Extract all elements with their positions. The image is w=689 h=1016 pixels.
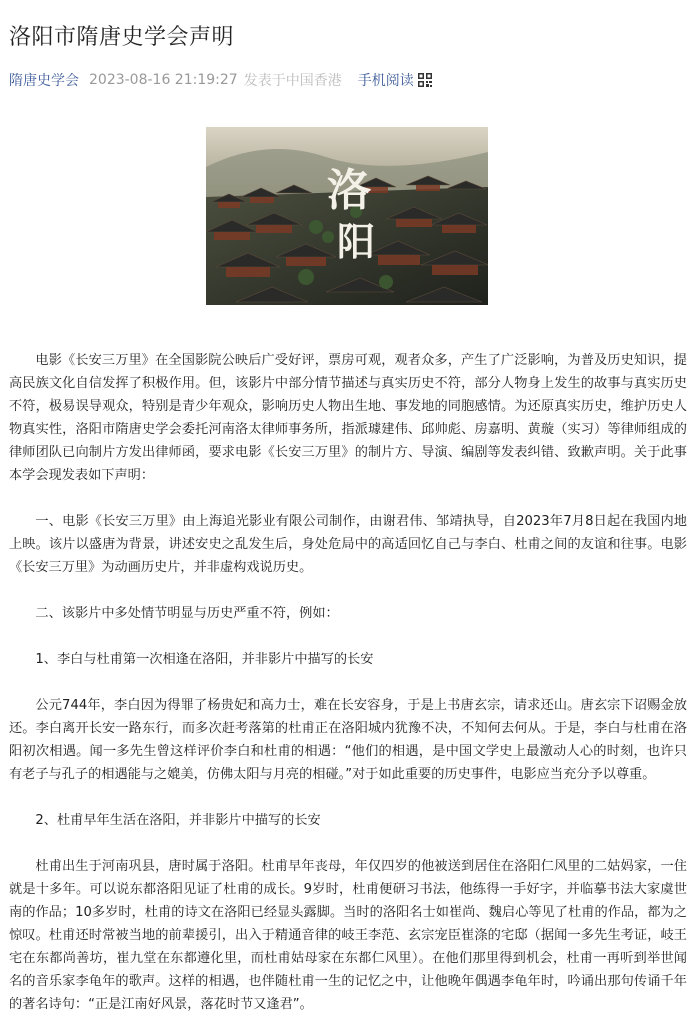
publish-location: 发表于中国香港 [243, 73, 342, 89]
mobile-read-link[interactable]: 手机阅读 [357, 73, 414, 89]
paragraph: 一、电影《长安三万里》由上海追光影业有限公司制作，由谢君伟、邹靖执导，自2023年7月8日起在我国内地上映。该片以盛唐为背景，讲述安史之乱发生后，身处危局中的高适回忆自己与李白、杜甫之间的友谊和往事。电影《长安三万里》为动画历史片，并非虚构戏说历史。 [9, 514, 687, 575]
section-heading: 2、杜甫早年生活在洛阳，并非影片中描写的长安 [35, 813, 321, 828]
paragraph: 二、该影片中多处情节明显与历史严重不符，例如： [35, 606, 339, 621]
qr-code-icon[interactable] [418, 73, 432, 87]
luoyang-palace-illustration [206, 127, 488, 305]
page-title: 洛阳市隋唐史学会声明 [9, 25, 235, 50]
section-heading: 1、李白与杜甫第一次相逢在洛阳，并非影片中描写的长安 [35, 652, 374, 667]
calligraphy-yang: 阳 [336, 219, 376, 264]
calligraphy-luo: 洛 [327, 165, 371, 216]
paragraph: 公元744年，李白因为得罪了杨贵妃和高力士，难在长安容身，于是上书唐玄宗，请求还山。唐玄宗下诏赐金放还。李白离开长安一路东行，而多次赶考落第的杜甫正在洛阳城内犹豫不决，不知何去何从。于是，李白与杜甫在洛阳初次相遇。闻一多先生曾这样评价李白和杜甫的相遇：“他们的相遇，是中国文学史上最激动人心的时刻，也许只有老子与孔子的相遇能与之媲美，仿佛太阳与月亮的相碰。”对于如此重要的历史事件，电影应当充分予以尊重。 [9, 698, 687, 782]
author-link[interactable]: 隋唐史学会 [9, 73, 79, 89]
publish-datetime: 2023-08-16 21:19:27 [89, 72, 238, 88]
paragraph: 杜甫出生于河南巩县，唐时属于洛阳。杜甫早年丧母，年仅四岁的他被送到居住在洛阳仁风里的二姑妈家，一住就是十多年。可以说东都洛阳见证了杜甫的成长。9岁时，杜甫便研习书法，他练得一手好字，并临摹书法大家虞世南的作品；10多岁时，杜甫的诗文在洛阳已经显头露脚。当时的洛阳名士如崔尚、魏启心等见了杜甫的作品，都为之惊叹。杜甫还时常被当地的前辈援引，出入于精通音律的岐王李范、玄宗宠臣崔涤的宅邸（据闻一多先生考证，岐王宅在东都尚善坊，崔九堂在东都遵化里，而杜甫姑母家在东都仁风里）。在他们那里得到机会，杜甫一再听到举世闻名的音乐家李龟年的歌声。这样的相遇，也伴随杜甫一生的记忆之中，让他晚年偶遇李龟年时，吟诵出那句传诵千年的著名诗句：“正是江南好风景，落花时节又逢君”。 [9, 859, 687, 1012]
paragraph: 电影《长安三万里》在全国影院公映后广受好评，票房可观，观者众多，产生了广泛影响，为普及历史知识，提高民族文化自信发挥了积极作用。但，该影片中部分情节描述与真实历史不符，部分人物身上发生的故事与真实历史不符，极易误导观众，特别是青少年观众，影响历史人物出生地、事发地的同胞感情。为还原真实历史，维护历史人物真实性，洛阳市隋唐史学会委托河南洛太律师事务所，指派璩建伟、邱帅彪、房嘉明、黄璇（实习）等律师组成的律师团队已向制片方发出律师函，要求电影《长安三万里》的制片方、导演、编剧等发表纠错、致歉声明。关于此事本学会现发表如下声明： [9, 353, 687, 483]
article-body [9, 349, 687, 1016]
article-meta [9, 70, 432, 90]
article-image [206, 127, 488, 305]
